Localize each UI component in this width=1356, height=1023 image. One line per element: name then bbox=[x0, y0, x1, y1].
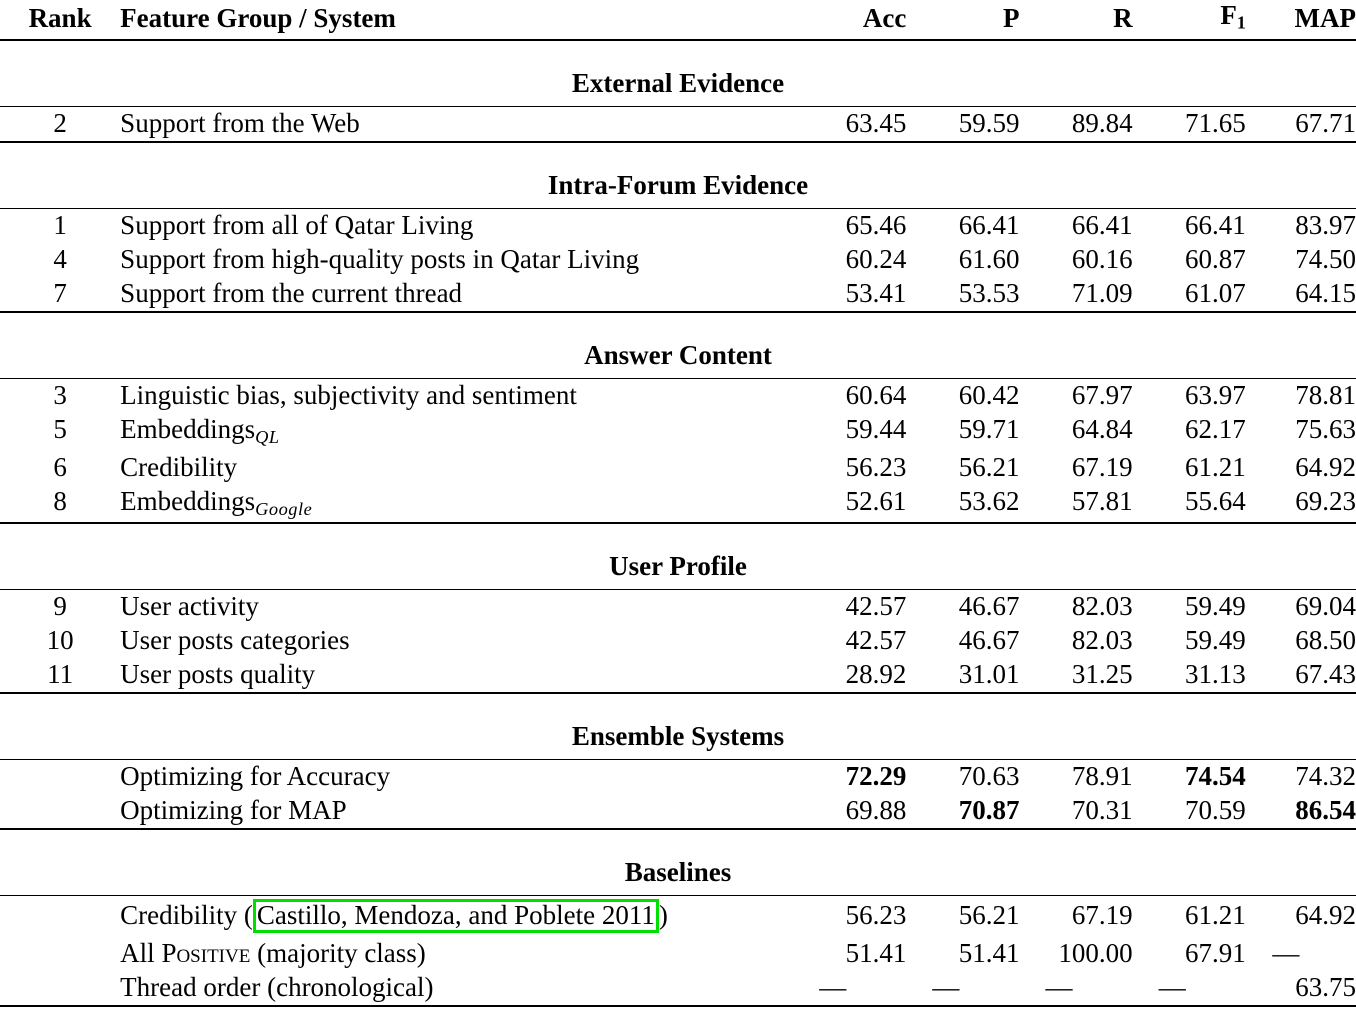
cell-f1-value: 74.54 bbox=[1185, 761, 1246, 792]
cell-precision: 59.59 bbox=[958, 108, 1020, 139]
cell-precision: 46.67 bbox=[958, 591, 1020, 622]
cell-map: 78.81 bbox=[1295, 380, 1356, 411]
cell-recall: 64.84 bbox=[1071, 414, 1133, 445]
cell-recall: 31.25 bbox=[1071, 659, 1133, 690]
cell-acc bbox=[793, 760, 906, 795]
table-row bbox=[0, 760, 1356, 795]
spacer-cell bbox=[0, 40, 1356, 70]
cell-f1: 61.21 bbox=[1185, 451, 1246, 482]
feature-label-subscript: Google bbox=[255, 499, 313, 520]
cell-precision: 51.41 bbox=[958, 937, 1020, 968]
table-row bbox=[0, 590, 1356, 625]
cell-feature-name bbox=[120, 209, 793, 244]
feature-label: Support from the current thread bbox=[120, 278, 463, 309]
cell-feature-name bbox=[120, 277, 793, 311]
section-header-row bbox=[0, 859, 1356, 895]
cell-recall: 67.97 bbox=[1071, 380, 1133, 411]
cell-map: 64.92 bbox=[1295, 900, 1356, 931]
cell-acc: 60.64 bbox=[845, 380, 907, 411]
table-row bbox=[0, 209, 1356, 244]
cell-acc: — bbox=[819, 971, 847, 1002]
section-title: Answer Content bbox=[584, 340, 772, 371]
citation-highlight[interactable] bbox=[253, 899, 659, 933]
cell-f1: 62.17 bbox=[1185, 414, 1246, 445]
feature-label: Optimizing for MAP bbox=[120, 795, 347, 826]
section-header-row bbox=[0, 342, 1356, 378]
cell-map: 74.32 bbox=[1295, 761, 1356, 792]
section-title: External Evidence bbox=[571, 68, 785, 99]
cell-precision: 53.62 bbox=[958, 485, 1020, 516]
table-row bbox=[0, 277, 1356, 311]
section-title: Ensemble Systems bbox=[571, 721, 785, 752]
cell-acc: 60.24 bbox=[845, 244, 907, 275]
cell-rank: 1 bbox=[53, 210, 67, 241]
rule-line bbox=[0, 1005, 1356, 1006]
cell-acc: 53.41 bbox=[845, 278, 907, 309]
cell-rank: 4 bbox=[53, 244, 67, 275]
feature-label: Support from high-quality posts in Qatar Living bbox=[120, 244, 640, 275]
cell-map: — bbox=[1272, 937, 1300, 968]
cell-recall: 82.03 bbox=[1071, 591, 1133, 622]
cell-acc: 69.88 bbox=[845, 795, 907, 826]
cell-f1: — bbox=[1158, 971, 1186, 1002]
cell-f1: 71.65 bbox=[1185, 108, 1246, 139]
cell-map: 64.92 bbox=[1295, 451, 1356, 482]
feature-label: Linguistic bias, subjectivity and sentiment bbox=[120, 380, 577, 411]
cell-map: 67.71 bbox=[1295, 108, 1356, 139]
column-header-f1: F1 bbox=[1220, 0, 1246, 33]
spacer-cell bbox=[0, 829, 1356, 859]
cell-recall: 60.16 bbox=[1071, 244, 1133, 275]
feature-label-suffix: ) bbox=[658, 900, 668, 931]
table-row bbox=[0, 937, 1356, 971]
cell-acc: 59.44 bbox=[845, 414, 907, 445]
feature-label: Embeddings bbox=[120, 485, 256, 516]
feature-label: Embeddings bbox=[120, 414, 256, 445]
cell-feature-name bbox=[120, 485, 793, 523]
cell-feature-name bbox=[120, 451, 793, 485]
cell-recall: 78.91 bbox=[1071, 761, 1133, 792]
cell-acc: 63.45 bbox=[845, 108, 907, 139]
row-spacer bbox=[0, 829, 1356, 859]
cell-acc: 56.23 bbox=[845, 451, 907, 482]
cell-feature-name bbox=[120, 794, 793, 828]
cell-acc: 65.46 bbox=[845, 210, 907, 241]
cell-recall: 89.84 bbox=[1071, 108, 1133, 139]
cell-rank: 11 bbox=[47, 659, 74, 690]
cell-map: 69.23 bbox=[1295, 485, 1356, 516]
cell-precision: 46.67 bbox=[958, 625, 1020, 656]
cell-f1: 67.91 bbox=[1185, 937, 1246, 968]
cell-f1: 66.41 bbox=[1185, 210, 1246, 241]
cell-acc: 28.92 bbox=[845, 659, 907, 690]
cell-recall: 100.00 bbox=[1058, 937, 1133, 968]
cell-rank bbox=[0, 971, 120, 1005]
cell-feature-name bbox=[120, 624, 793, 658]
feature-label: Thread order (chronological) bbox=[120, 971, 434, 1002]
cell-map-value: 86.54 bbox=[1295, 795, 1356, 826]
table-row bbox=[0, 658, 1356, 692]
cell-rank: 7 bbox=[53, 278, 67, 309]
cell-precision: — bbox=[932, 971, 960, 1002]
table-row bbox=[0, 794, 1356, 828]
column-header-recall: R bbox=[1113, 3, 1133, 34]
cell-f1: 55.64 bbox=[1185, 485, 1246, 516]
cell-precision: 53.53 bbox=[958, 278, 1020, 309]
table-row bbox=[0, 379, 1356, 414]
column-header-acc: Acc bbox=[862, 3, 907, 34]
cell-f1: 60.87 bbox=[1185, 244, 1246, 275]
cell-map: 64.15 bbox=[1295, 278, 1356, 309]
row-spacer bbox=[0, 40, 1356, 70]
cell-precision: 56.21 bbox=[958, 900, 1020, 931]
cell-rank bbox=[0, 794, 120, 828]
table-row bbox=[0, 413, 1356, 451]
cell-precision bbox=[906, 794, 1019, 828]
section-title: User Profile bbox=[609, 551, 747, 582]
cell-acc: 52.61 bbox=[845, 485, 907, 516]
cell-f1: 70.59 bbox=[1185, 795, 1246, 826]
cell-feature-name bbox=[120, 590, 793, 625]
feature-label: User activity bbox=[120, 591, 259, 622]
cell-acc: 42.57 bbox=[845, 625, 907, 656]
cell-acc: 56.23 bbox=[845, 900, 907, 931]
cell-f1: 59.49 bbox=[1185, 625, 1246, 656]
cell-feature-name bbox=[120, 243, 793, 277]
feature-label-prefix: Credibility ( bbox=[120, 900, 253, 931]
cell-feature-name bbox=[120, 379, 793, 414]
cell-rank bbox=[0, 937, 120, 971]
cell-map: 69.04 bbox=[1295, 591, 1356, 622]
f1-subscript: 1 bbox=[1236, 12, 1246, 33]
feature-label-suffix: (majority class) bbox=[250, 937, 426, 968]
section-header-row bbox=[0, 553, 1356, 589]
cell-feature-name bbox=[120, 658, 793, 692]
cell-f1: 61.21 bbox=[1185, 900, 1246, 931]
cell-feature-name bbox=[120, 760, 793, 795]
cell-map: 68.50 bbox=[1295, 625, 1356, 656]
cell-map: 67.43 bbox=[1295, 659, 1356, 690]
cell-map: 83.97 bbox=[1295, 210, 1356, 241]
feature-label-subscript: QL bbox=[255, 427, 280, 448]
cell-feature-name bbox=[120, 971, 793, 1005]
cell-map: 63.75 bbox=[1295, 971, 1356, 1002]
cell-precision: 66.41 bbox=[958, 210, 1020, 241]
spacer-cell bbox=[0, 312, 1356, 342]
cell-recall: 67.19 bbox=[1071, 451, 1133, 482]
cell-recall: 66.41 bbox=[1071, 210, 1133, 241]
cell-rank: 9 bbox=[53, 591, 67, 622]
bottom-rule bbox=[0, 1005, 1356, 1006]
cell-map bbox=[1246, 794, 1356, 828]
table-row bbox=[0, 451, 1356, 485]
row-spacer bbox=[0, 693, 1356, 723]
section-header-row bbox=[0, 723, 1356, 759]
table-row bbox=[0, 624, 1356, 658]
cell-recall: 71.09 bbox=[1071, 278, 1133, 309]
cell-f1 bbox=[1133, 760, 1246, 795]
table-row bbox=[0, 243, 1356, 277]
cell-acc: 42.57 bbox=[845, 591, 907, 622]
column-header-feature-group-system: Feature Group / System bbox=[120, 3, 396, 34]
table-row bbox=[0, 485, 1356, 523]
cell-precision: 70.63 bbox=[958, 761, 1020, 792]
feature-label: Support from the Web bbox=[120, 108, 360, 139]
cell-rank bbox=[0, 760, 120, 795]
column-header-map: MAP bbox=[1294, 3, 1356, 34]
row-spacer bbox=[0, 142, 1356, 172]
cell-recall: 57.81 bbox=[1071, 485, 1133, 516]
feature-label: User posts categories bbox=[120, 625, 350, 656]
cell-recall: — bbox=[1045, 971, 1073, 1002]
column-header-precision: P bbox=[1002, 3, 1020, 34]
spacer-cell bbox=[0, 693, 1356, 723]
cell-recall: 67.19 bbox=[1071, 900, 1133, 931]
cell-rank: 2 bbox=[53, 108, 67, 139]
cell-recall: 70.31 bbox=[1071, 795, 1133, 826]
spacer-cell bbox=[0, 523, 1356, 553]
feature-label: Credibility bbox=[120, 451, 238, 482]
cell-feature-name bbox=[120, 107, 793, 142]
cell-precision: 60.42 bbox=[958, 380, 1020, 411]
cell-rank: 10 bbox=[46, 625, 74, 656]
cell-f1: 31.13 bbox=[1185, 659, 1246, 690]
table-row bbox=[0, 971, 1356, 1005]
feature-label-smallcaps: Positive bbox=[161, 937, 251, 968]
cell-feature-name bbox=[120, 413, 793, 451]
feature-label: User posts quality bbox=[120, 659, 316, 690]
section-header-row bbox=[0, 70, 1356, 106]
cell-map: 74.50 bbox=[1295, 244, 1356, 275]
cell-feature-name bbox=[120, 896, 793, 937]
cell-f1: 61.07 bbox=[1185, 278, 1246, 309]
table-row bbox=[0, 107, 1356, 142]
row-spacer bbox=[0, 523, 1356, 553]
spacer-cell bbox=[0, 142, 1356, 172]
feature-label: Support from all of Qatar Living bbox=[120, 210, 474, 241]
section-title: Intra-Forum Evidence bbox=[547, 170, 809, 201]
cell-precision: 56.21 bbox=[958, 451, 1020, 482]
citation-text: Castillo, Mendoza, and Poblete 2011 bbox=[256, 900, 655, 931]
cell-feature-name bbox=[120, 937, 793, 971]
section-title: Baselines bbox=[624, 857, 732, 888]
cell-rank bbox=[0, 896, 120, 937]
cell-rank: 5 bbox=[53, 414, 67, 445]
cell-rank: 6 bbox=[53, 451, 67, 482]
cell-acc-value: 72.29 bbox=[845, 761, 907, 792]
cell-precision: 61.60 bbox=[958, 244, 1020, 275]
cell-rank: 3 bbox=[53, 380, 67, 411]
cell-precision-value: 70.87 bbox=[958, 795, 1020, 826]
cell-precision: 31.01 bbox=[958, 659, 1020, 690]
table-header-row bbox=[0, 0, 1356, 39]
row-spacer bbox=[0, 312, 1356, 342]
cell-f1: 63.97 bbox=[1185, 380, 1246, 411]
cell-acc: 51.41 bbox=[845, 937, 907, 968]
section-header-row bbox=[0, 172, 1356, 208]
cell-map: 75.63 bbox=[1295, 414, 1356, 445]
column-header-rank: Rank bbox=[28, 3, 92, 34]
cell-recall: 82.03 bbox=[1071, 625, 1133, 656]
feature-label: Optimizing for Accuracy bbox=[120, 761, 391, 792]
cell-precision: 59.71 bbox=[958, 414, 1020, 445]
cell-f1: 59.49 bbox=[1185, 591, 1246, 622]
feature-label-prefix: All bbox=[120, 937, 162, 968]
table-row bbox=[0, 896, 1356, 937]
cell-rank: 8 bbox=[53, 485, 67, 516]
